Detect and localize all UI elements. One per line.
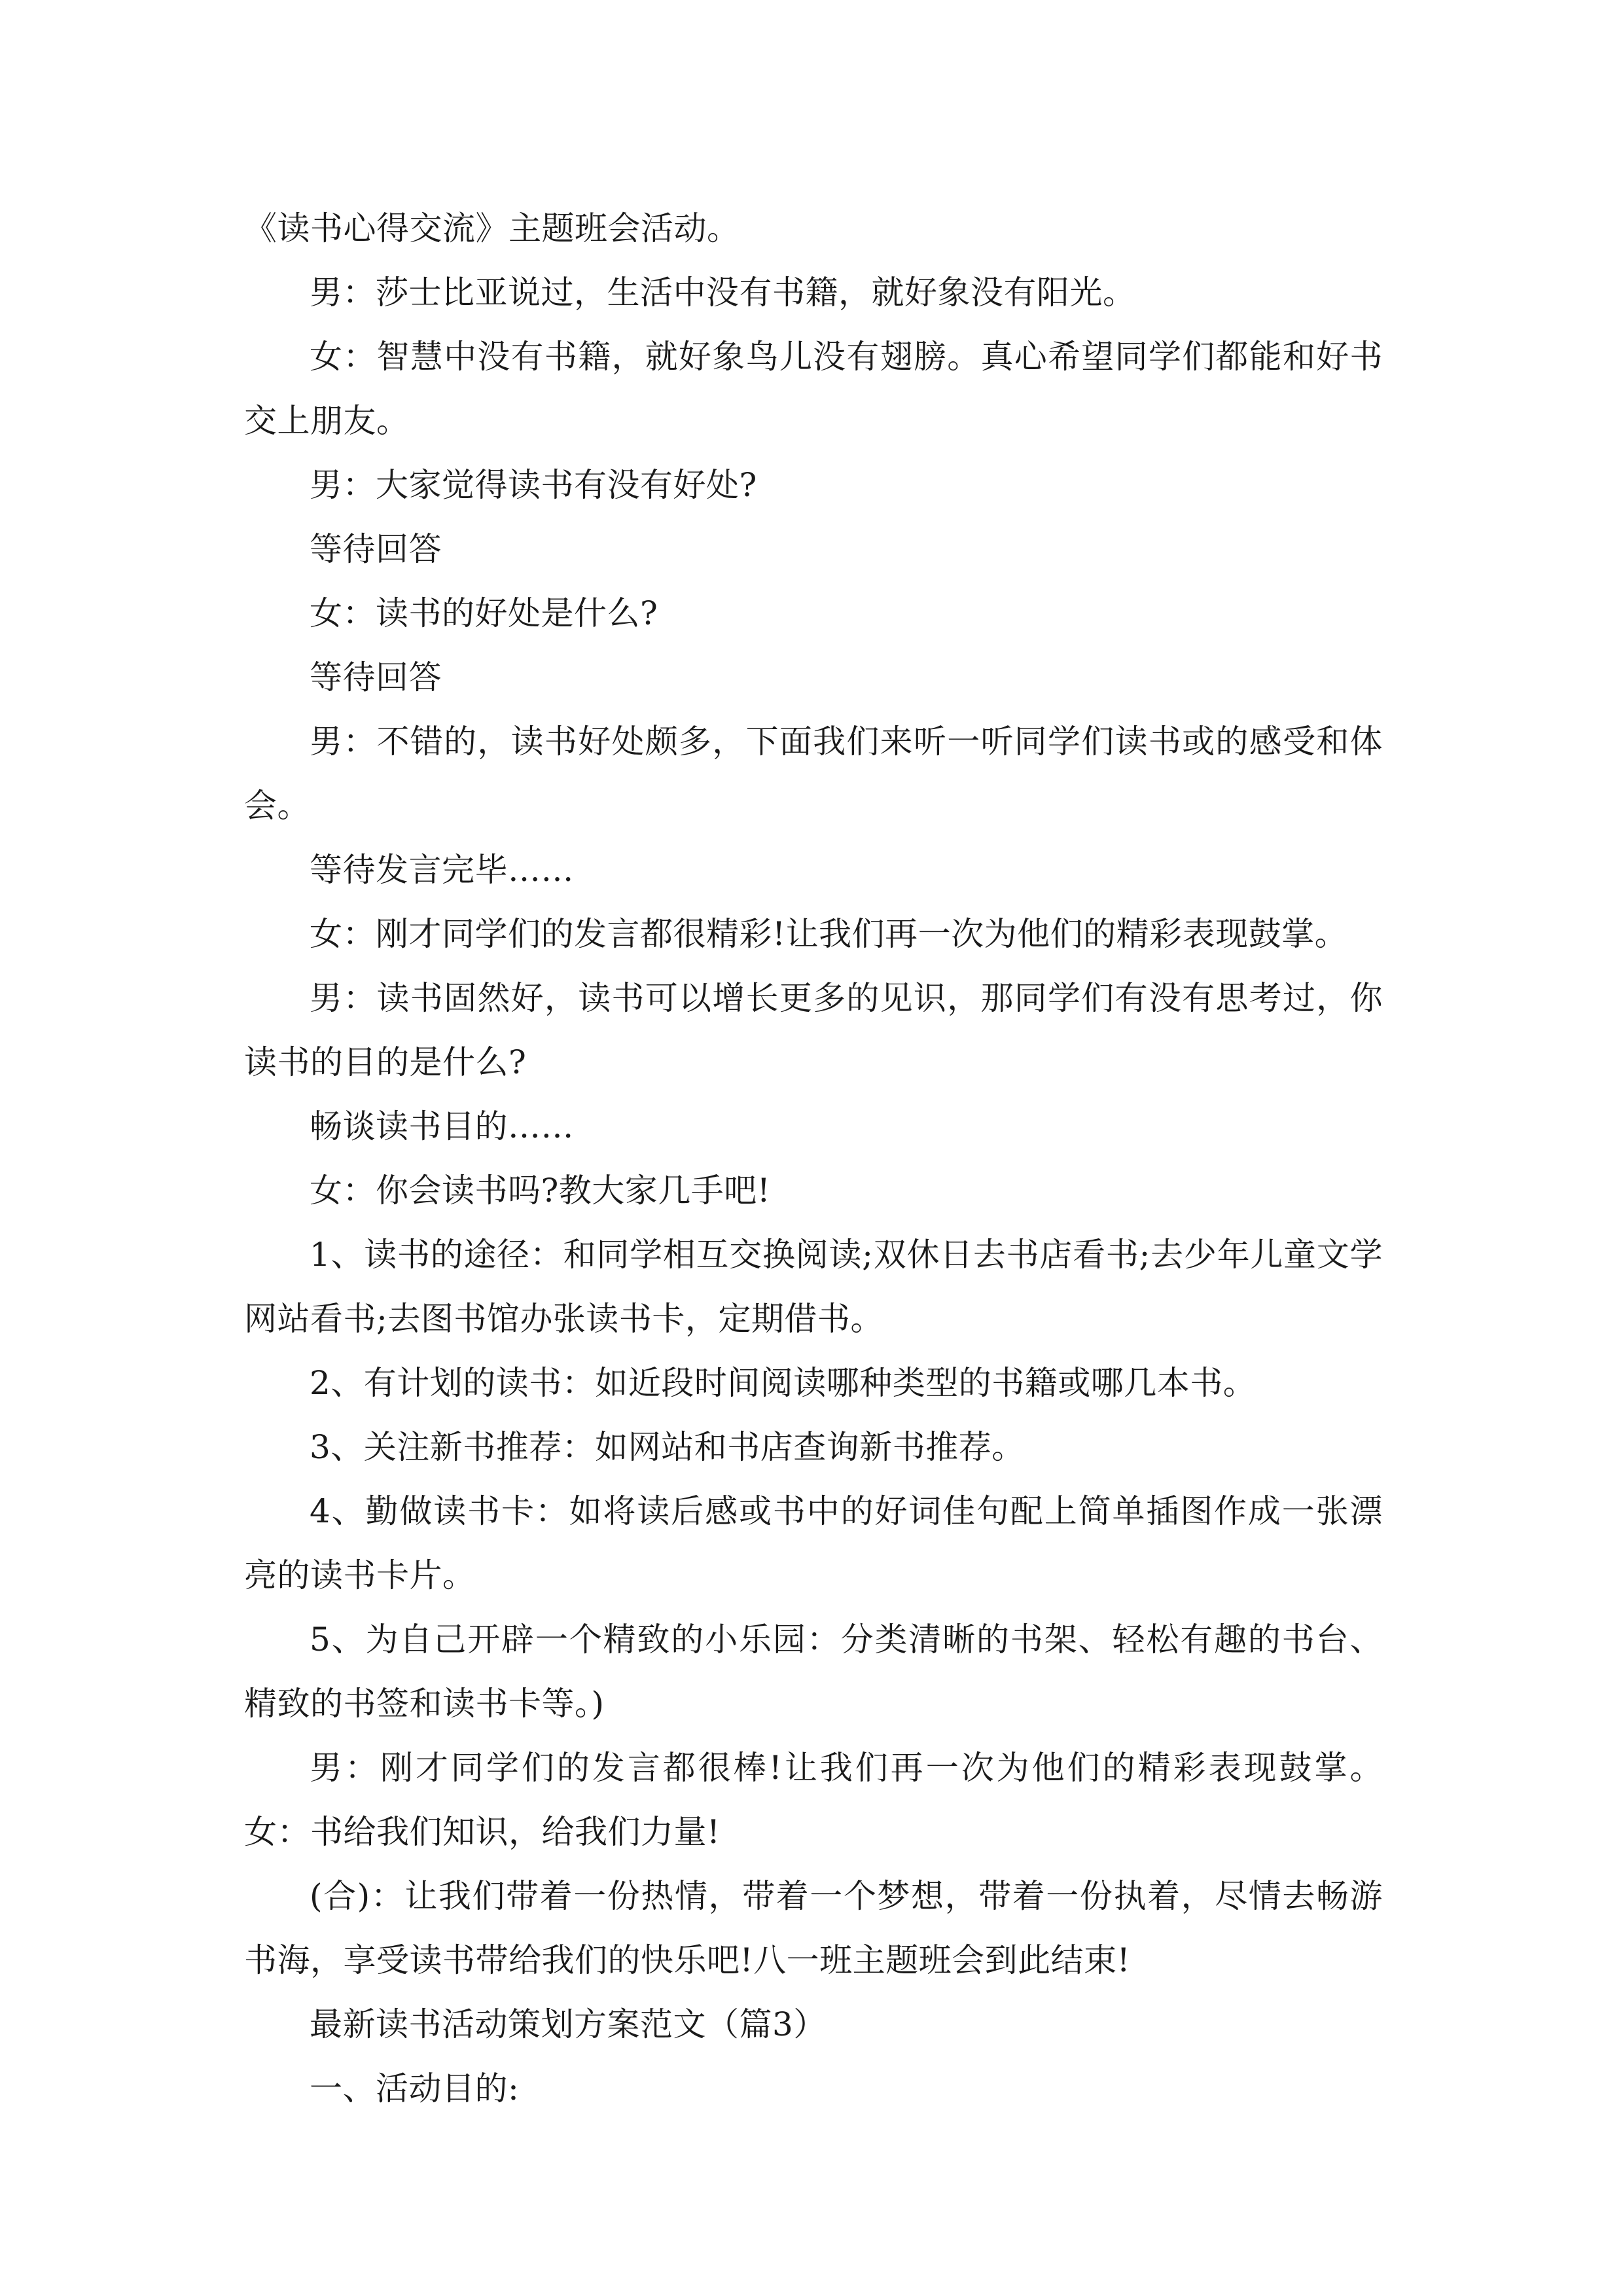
paragraph: 男：读书固然好，读书可以增长更多的见识，那同学们有没有思考过，你读书的目的是什么? [244, 979, 1383, 1081]
paragraph: 女：你会读书吗?教大家几手吧! [310, 1172, 771, 1210]
paragraph: 2、有计划的读书：如近段时间阅读哪种类型的书籍或哪几本书。 [310, 1364, 1257, 1402]
paragraph: 1、读书的途径：和同学相互交换阅读;双休日去书店看书;去少年儿童文学网站看书;去图书馆办张读书卡，定期借书。 [244, 1236, 1383, 1338]
paragraph: 女：读书的好处是什么? [310, 594, 658, 632]
paragraph: 女：智慧中没有书籍，就好象鸟儿没有翅膀。真心希望同学们都能和好书交上朋友。 [244, 338, 1383, 440]
paragraph: 3、关注新书推荐：如网站和书店查询新书推荐。 [310, 1428, 1025, 1466]
paragraph: 男：不错的，读书好处颇多，下面我们来听一听同学们读书或的感受和体会。 [244, 723, 1383, 825]
subsection-heading: 一、活动目的: [310, 2070, 520, 2108]
paragraph: 男：刚才同学们的发言都很棒!让我们再一次为他们的精彩表现鼓掌。 女：书给我们知识，给我们力量! [244, 1749, 1383, 1851]
paragraph: 等待回答 [310, 658, 442, 696]
paragraph: 等待发言完毕…… [310, 851, 574, 889]
paragraph: 男：莎士比亚说过，生活中没有书籍，就好象没有阳光。 [310, 274, 1136, 312]
paragraph: 5、为自己开辟一个精致的小乐园：分类清晰的书架、轻松有趣的书台、精致的书签和读书卡等。) [244, 1621, 1383, 1723]
section-heading: 最新读书活动策划方案范文（篇3） [310, 2005, 827, 2043]
paragraph: 4、勤做读书卡：如将读后感或书中的好词佳句配上简单插图作成一张漂亮的读书卡片。 [244, 1492, 1383, 1594]
paragraph: 畅谈读书目的…… [310, 1107, 574, 1145]
paragraph: 女：刚才同学们的发言都很精彩!让我们再一次为他们的精彩表现鼓掌。 [310, 915, 1348, 953]
paragraph: 《读书心得交流》主题班会活动。 [244, 209, 740, 247]
paragraph: 等待回答 [310, 530, 442, 568]
paragraph: 男：大家觉得读书有没有好处? [310, 466, 757, 504]
document-body [244, 196, 1383, 2121]
paragraph: (合)：让我们带着一份热情，带着一个梦想，带着一份执着，尽情去畅游书海，享受读书带给我们的快乐吧!八一班主题班会到此结束! [244, 1877, 1383, 1979]
